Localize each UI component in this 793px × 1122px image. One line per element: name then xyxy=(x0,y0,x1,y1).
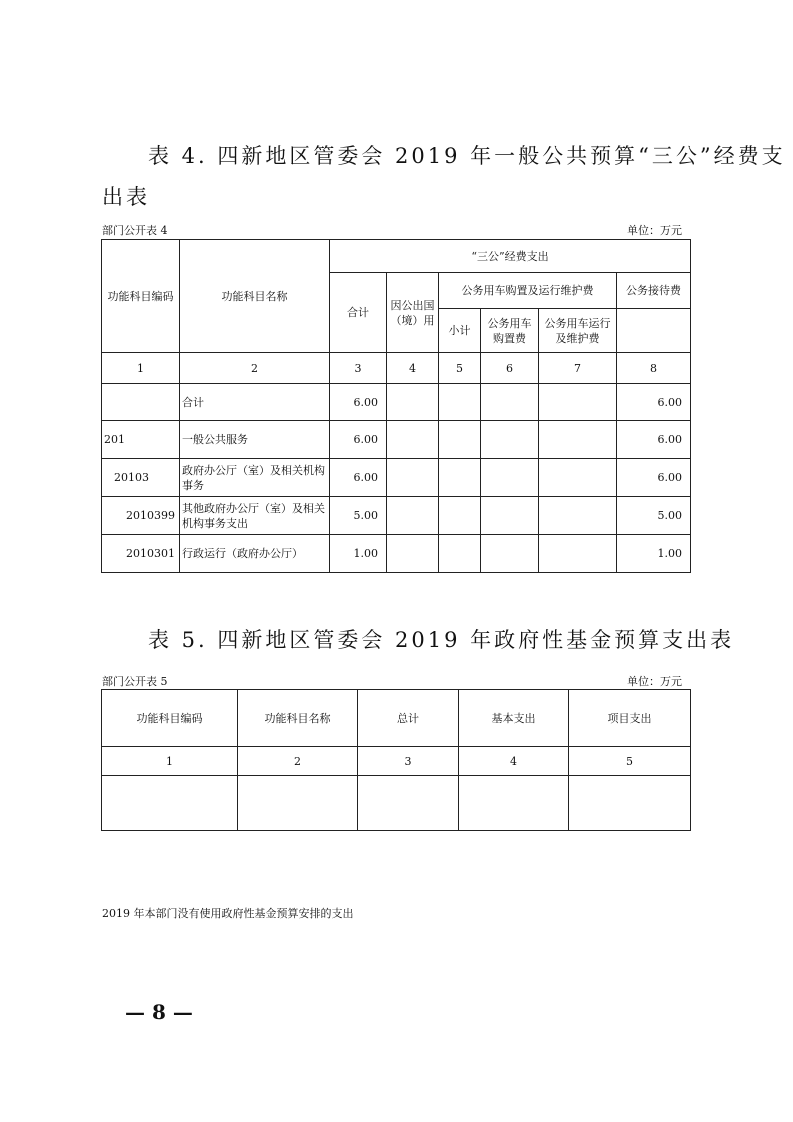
col-number: 3 xyxy=(330,353,387,384)
row-reception: 5.00 xyxy=(617,497,691,535)
header-reception-empty xyxy=(617,309,691,353)
table5 xyxy=(101,689,691,831)
table4-title-line2: 出表 xyxy=(102,185,150,209)
table-row xyxy=(102,384,691,421)
row-reception: 6.00 xyxy=(617,459,691,497)
row-total: 6.00 xyxy=(330,384,387,421)
row-code: 201 xyxy=(102,421,180,459)
header-code: 功能科目编码 xyxy=(102,240,180,353)
column-number-row xyxy=(102,353,691,384)
row-total: 6.00 xyxy=(330,421,387,459)
col-number: 1 xyxy=(102,353,180,384)
header-basic: 基本支出 xyxy=(459,690,569,747)
row-name: 行政运行（政府办公厅） xyxy=(180,535,330,573)
header-vehicle: 公务用车购置及运行维护费 xyxy=(439,273,617,309)
table4-title-line1: 表 4. 四新地区管委会 2019 年一般公共预算“三公”经费支 xyxy=(148,144,786,168)
header-abroad: 因公出国（境）用 xyxy=(387,273,439,353)
header-purchase: 公务用车购置费 xyxy=(481,309,539,353)
row-code: 2010399 xyxy=(102,497,180,535)
row-total: 5.00 xyxy=(330,497,387,535)
header-name: 功能科目名称 xyxy=(238,690,358,747)
header-operation: 公务用车运行及维护费 xyxy=(539,309,617,353)
row-reception: 6.00 xyxy=(617,384,691,421)
table-row xyxy=(102,497,691,535)
table5-title: 表 5. 四新地区管委会 2019 年政府性基金预算支出表 xyxy=(148,628,735,652)
col-number: 4 xyxy=(459,747,569,776)
column-number-row xyxy=(102,747,691,776)
row-code: 20103 xyxy=(102,459,180,497)
header-subtotal: 小计 xyxy=(439,309,481,353)
row-reception: 1.00 xyxy=(617,535,691,573)
col-number: 2 xyxy=(180,353,330,384)
col-number: 2 xyxy=(238,747,358,776)
header-sangong: “三公”经费支出 xyxy=(330,240,691,273)
row-name: 其他政府办公厅（室）及相关机构事务支出 xyxy=(180,497,330,535)
table5-dept-label: 部门公开表 5 xyxy=(102,675,168,688)
table4-unit-label: 单位：万元 xyxy=(627,224,682,237)
header-total: 总计 xyxy=(358,690,459,747)
col-number: 5 xyxy=(569,747,691,776)
header-code: 功能科目编码 xyxy=(102,690,238,747)
row-code: 2010301 xyxy=(102,535,180,573)
col-number: 7 xyxy=(539,353,617,384)
table-row xyxy=(102,776,691,831)
note: 2019 年本部门没有使用政府性基金预算安排的支出 xyxy=(102,907,354,920)
header-name: 功能科目名称 xyxy=(180,240,330,353)
row-name: 合计 xyxy=(180,384,330,421)
col-number: 6 xyxy=(481,353,539,384)
row-reception: 6.00 xyxy=(617,421,691,459)
row-name: 一般公共服务 xyxy=(180,421,330,459)
table5-unit-label: 单位：万元 xyxy=(627,675,682,688)
table4-dept-label: 部门公开表 4 xyxy=(102,224,168,237)
table-row xyxy=(102,421,691,459)
header-reception: 公务接待费 xyxy=(617,273,691,309)
col-number: 5 xyxy=(439,353,481,384)
table-row xyxy=(102,459,691,497)
row-name: 政府办公厅（室）及相关机构事务 xyxy=(180,459,330,497)
page-number: — 8 — xyxy=(125,1000,193,1024)
col-number: 3 xyxy=(358,747,459,776)
table4 xyxy=(101,239,691,573)
col-number: 1 xyxy=(102,747,238,776)
header-project: 项目支出 xyxy=(569,690,691,747)
col-number: 8 xyxy=(617,353,691,384)
header-total: 合计 xyxy=(330,273,387,353)
table-row xyxy=(102,535,691,573)
row-code xyxy=(102,384,180,421)
row-total: 1.00 xyxy=(330,535,387,573)
col-number: 4 xyxy=(387,353,439,384)
row-total: 6.00 xyxy=(330,459,387,497)
